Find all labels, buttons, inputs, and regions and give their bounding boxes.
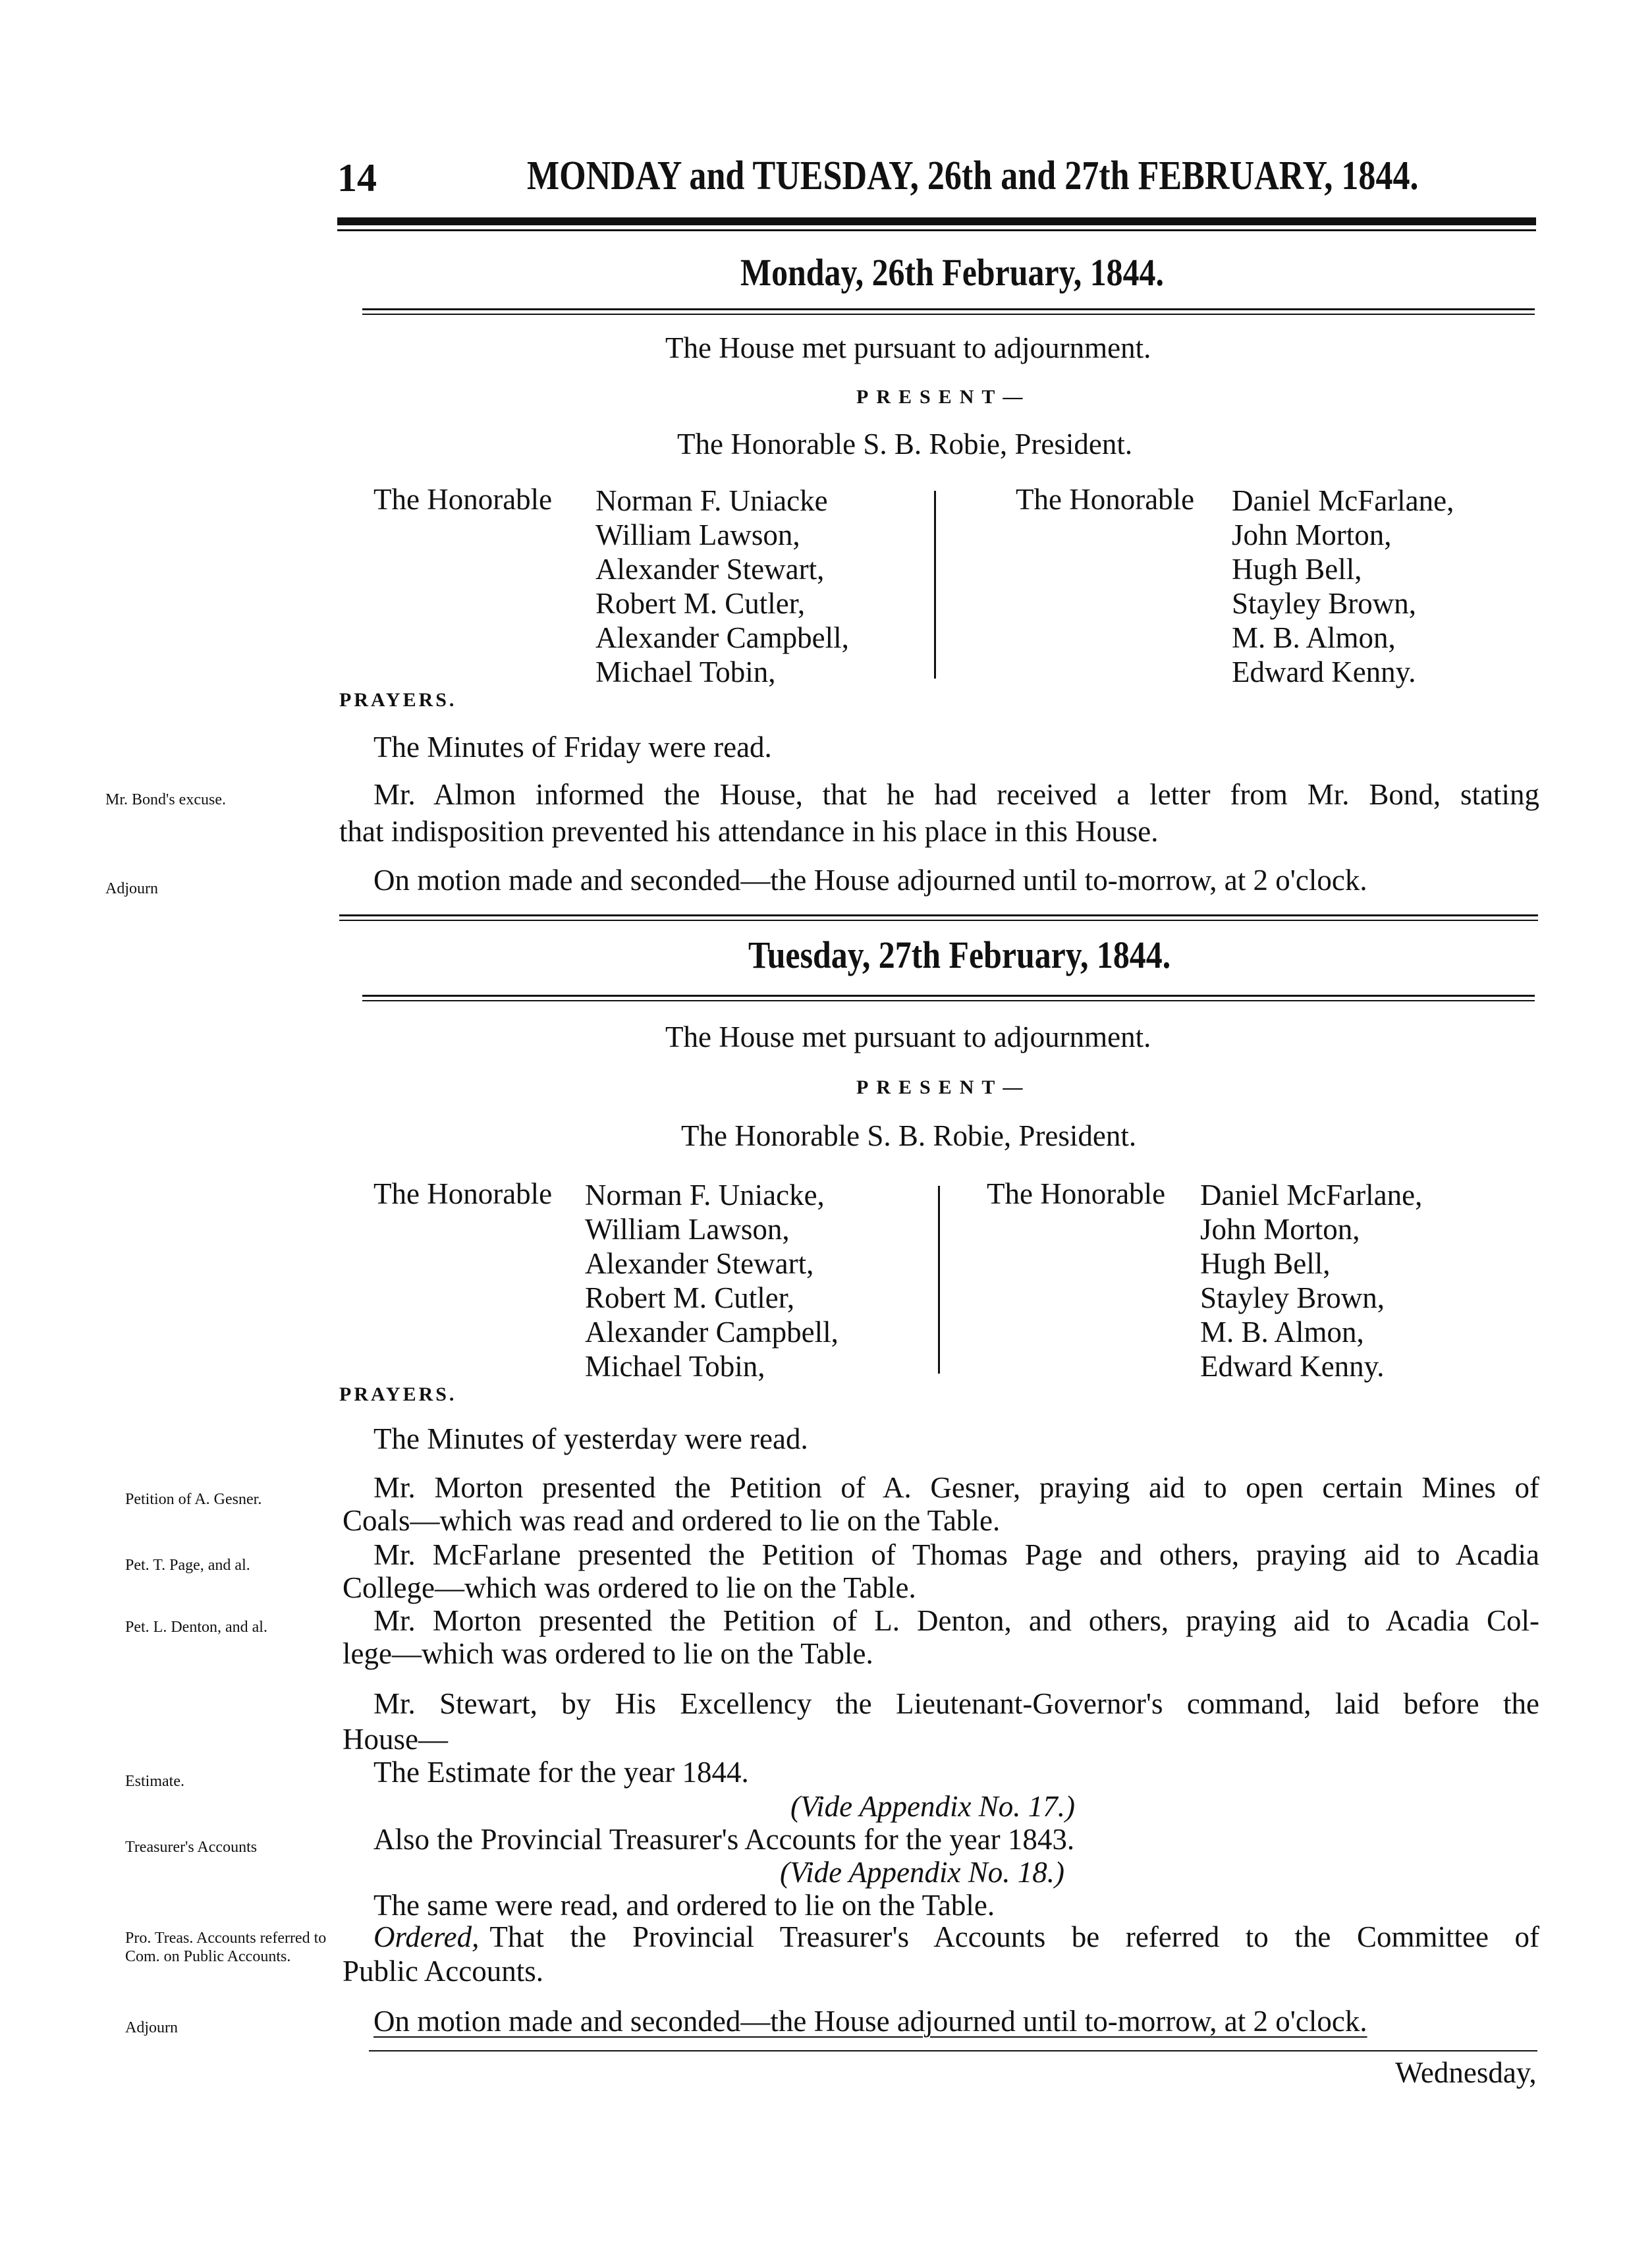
header-rule-thick (337, 217, 1536, 225)
prayers-tuesday: PRAYERS. (339, 1383, 457, 1405)
member-name: Edward Kenny. (1200, 1350, 1385, 1383)
stewart-line-1: Mr. Stewart, by His Excellency the Lieutenant-Governor's command, laid before the (373, 1687, 1539, 1720)
president-tuesday: The Honorable S. B. Robie, President. (681, 1119, 1137, 1152)
members-left-monday (595, 482, 849, 690)
ordered-word: Ordered, (373, 1920, 480, 1953)
treasurer-line: Also the Provincial Treasurer's Accounts for the year 1843. (373, 1823, 1075, 1856)
para-bond-line-2: that indisposition prevented his attendance in his place in this House. (339, 815, 1159, 848)
ordered-line-1 (373, 1920, 1539, 1954)
house-met-tuesday: The House met pursuant to adjournment. (665, 1020, 1151, 1053)
denton-line-1: Mr. Morton presented the Petition of L. Denton, and others, praying aid to Acadia Col- (373, 1604, 1539, 1637)
member-name: Alexander Stewart, (595, 553, 825, 586)
margin-note-page: Pet. T. Page, and al. (125, 1557, 250, 1574)
honorable-label-left-tuesday: The Honorable (373, 1177, 553, 1210)
member-name: M. B. Almon, (1232, 621, 1396, 654)
rule-monday-1 (362, 308, 1535, 310)
member-name: Hugh Bell, (1200, 1247, 1331, 1280)
margin-note-adjourn-tuesday: Adjourn (125, 2019, 178, 2036)
rule-tuesday-end (369, 2050, 1537, 2051)
house-met-monday: The House met pursuant to adjournment. (665, 331, 1151, 364)
prayers-monday: PRAYERS. (339, 689, 457, 711)
ordered-line-2: Public Accounts. (343, 1955, 543, 1988)
adjourn-tuesday: On motion made and seconded—the House adjourned until to-morrow, at 2 o'clock. (373, 2005, 1367, 2038)
ordered-rest: That the Provincial Treasurer's Accounts be referred to the Committee of (489, 1920, 1539, 1953)
gesner-line-1: Mr. Morton presented the Petition of A. Gesner, praying aid to open certain Mines of (373, 1471, 1539, 1504)
member-name: John Morton, (1200, 1213, 1360, 1246)
day-heading-monday: Monday, 26th February, 1844. (740, 251, 1164, 294)
member-name: Daniel McFarlane, (1200, 1179, 1423, 1212)
present-label-tuesday: PRESENT— (856, 1076, 1031, 1098)
honorable-label-right-monday: The Honorable (1016, 483, 1195, 516)
margin-note-referred: Pro. Treas. Accounts referred to Com. on Public Accounts. (125, 1930, 327, 1965)
member-name: Hugh Bell, (1232, 553, 1362, 586)
stewart-line-2: House— (343, 1723, 448, 1756)
page-header-title: MONDAY and TUESDAY, 26th and 27th FEBRUARY, 1844. (527, 153, 1419, 198)
margin-note-denton: Pet. L. Denton, and al. (125, 1619, 267, 1636)
page-number: 14 (337, 156, 377, 200)
members-right-tuesday (1200, 1177, 1422, 1385)
page-line-1: Mr. McFarlane presented the Petition of Thomas Page and others, praying aid to Acadia (373, 1538, 1539, 1571)
member-name: Daniel McFarlane, (1232, 484, 1454, 517)
rule-monday-end-1 (339, 914, 1538, 916)
margin-note-bonds-excuse: Mr. Bond's excuse. (105, 791, 226, 808)
minutes-tuesday: The Minutes of yesterday were read. (373, 1422, 808, 1455)
margin-note-adjourn-monday: Adjourn (105, 880, 158, 897)
page-line-2: College—which was ordered to lie on the Table. (343, 1571, 916, 1604)
column-divider-monday (934, 491, 936, 679)
member-name: Robert M. Cutler, (585, 1281, 795, 1314)
minutes-monday: The Minutes of Friday were read. (373, 731, 772, 764)
members-right-monday (1232, 482, 1454, 690)
member-name: Stayley Brown, (1200, 1281, 1385, 1314)
same-read-line: The same were read, and ordered to lie on the Table. (373, 1889, 995, 1922)
estimate-line: The Estimate for the year 1844. (373, 1756, 749, 1789)
member-name: Alexander Stewart, (585, 1247, 814, 1280)
rule-tuesday-2 (362, 1000, 1535, 1001)
member-name: William Lawson, (595, 518, 800, 551)
member-name: William Lawson, (585, 1213, 790, 1246)
header-rule-thin (337, 229, 1536, 231)
catchword: Wednesday, (1395, 2056, 1537, 2089)
member-name: Robert M. Cutler, (595, 587, 806, 620)
column-divider-tuesday (938, 1186, 940, 1374)
margin-note-treasurer: Treasurer's Accounts (125, 1839, 258, 1856)
member-name: Stayley Brown, (1232, 587, 1416, 620)
vide-appendix-17: (Vide Appendix No. 17.) (790, 1790, 1075, 1823)
adjourn-monday: On motion made and seconded—the House adjourned until to-morrow, at 2 o'clock. (373, 864, 1367, 897)
honorable-label-left-monday: The Honorable (373, 483, 553, 516)
member-name: Michael Tobin, (585, 1350, 765, 1383)
rule-tuesday-1 (362, 995, 1535, 997)
member-name: Alexander Campbell, (595, 621, 849, 654)
members-left-tuesday (585, 1177, 839, 1385)
president-monday: The Honorable S. B. Robie, President. (677, 428, 1133, 460)
para-bond-line-1: Mr. Almon informed the House, that he had received a letter from Mr. Bond, stating (373, 778, 1539, 811)
member-name: Alexander Campbell, (585, 1316, 839, 1349)
present-label-monday: PRESENT— (856, 386, 1031, 408)
rule-monday-2 (362, 314, 1535, 315)
member-name: Norman F. Uniacke (595, 484, 828, 517)
margin-note-gesner: Petition of A. Gesner. (125, 1491, 262, 1508)
gesner-line-2: Coals—which was read and ordered to lie on the Table. (343, 1504, 1001, 1537)
day-heading-tuesday: Tuesday, 27th February, 1844. (748, 934, 1171, 976)
honorable-label-right-tuesday: The Honorable (987, 1177, 1166, 1210)
member-name: Norman F. Uniacke, (585, 1179, 825, 1212)
margin-note-estimate: Estimate. (125, 1773, 184, 1790)
vide-appendix-18: (Vide Appendix No. 18.) (780, 1856, 1064, 1889)
denton-line-2: lege—which was ordered to lie on the Table. (343, 1637, 873, 1670)
member-name: Michael Tobin, (595, 655, 776, 688)
rule-monday-end-2 (339, 920, 1538, 921)
member-name: John Morton, (1232, 518, 1392, 551)
member-name: M. B. Almon, (1200, 1316, 1364, 1349)
member-name: Edward Kenny. (1232, 655, 1416, 688)
